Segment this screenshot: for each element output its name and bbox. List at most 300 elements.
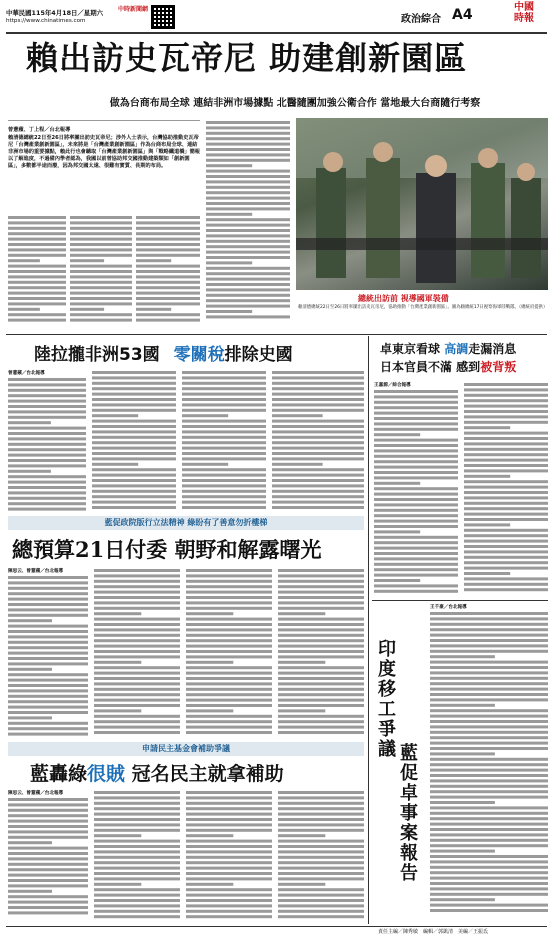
text-line (272, 436, 364, 439)
text-line (70, 227, 132, 230)
text-line (278, 677, 364, 680)
text-line (278, 612, 325, 615)
text-line (94, 704, 180, 707)
story5-h2a: 日本官員不滿 感到 (380, 360, 481, 374)
text-line (136, 313, 200, 316)
text-line (94, 623, 180, 626)
text-line (374, 460, 458, 463)
text-line (8, 486, 86, 489)
text-line (374, 401, 458, 404)
text-line (8, 470, 51, 473)
story5-h1b: 高調 (444, 342, 469, 356)
text-line (70, 292, 132, 295)
text-line (464, 513, 548, 516)
text-line (206, 261, 252, 264)
lead-subhead: 做為台商布局全球 連結非洲市場據點 北醫隨團加強公衛合作 當地最大台商隨行考察 (109, 98, 481, 109)
text-line (206, 143, 290, 146)
text-line (8, 491, 86, 494)
text-line (272, 387, 364, 390)
text-line (92, 441, 176, 444)
text-line (92, 495, 176, 498)
text-line (92, 387, 176, 390)
text-line (206, 186, 290, 189)
text-line (374, 439, 458, 442)
story2-byline: 曾薏蘋／台北報導 (8, 371, 45, 376)
text-line (430, 796, 548, 799)
text-line (272, 398, 364, 401)
text-line (186, 894, 272, 897)
text-line (186, 861, 272, 864)
text-lines (8, 797, 88, 921)
text-line (70, 313, 132, 316)
text-line (464, 426, 510, 429)
text-line (8, 378, 86, 381)
text-line (272, 457, 364, 460)
text-line (464, 448, 548, 451)
text-line (70, 238, 132, 241)
text-line (278, 672, 364, 675)
text-line (8, 625, 88, 628)
text-line (136, 319, 200, 322)
text-line (374, 444, 458, 447)
small-logo (118, 6, 148, 26)
text-line (430, 693, 548, 696)
website-link[interactable]: https://www.chinatimes.com (6, 18, 86, 24)
text-line (464, 534, 548, 537)
text-line (374, 541, 458, 544)
text-line (430, 812, 548, 815)
text-line (94, 650, 180, 653)
text-line (186, 731, 272, 734)
text-line (8, 874, 88, 877)
text-line (186, 650, 272, 653)
text-line (430, 758, 548, 761)
text-line (186, 910, 272, 913)
text-line (94, 872, 180, 875)
text-line (206, 299, 290, 302)
text-line (182, 382, 266, 385)
lead-headline: 賴出訪史瓦帝尼 助建創新園區 (26, 39, 468, 77)
text-line (272, 420, 364, 423)
text-line (94, 715, 180, 718)
text-line (374, 476, 458, 479)
text-line (186, 569, 272, 572)
text-line (272, 447, 364, 450)
text-line (278, 829, 364, 832)
story4-col-4 (278, 790, 364, 921)
text-line (94, 834, 141, 837)
story3-byline: 陳思云、曾薏蘋／台北報導 (8, 569, 64, 574)
text-line (430, 617, 548, 620)
text-line (8, 232, 66, 235)
lead-body-col-3 (136, 215, 200, 325)
text-line (8, 313, 66, 316)
text-line (94, 829, 180, 832)
text-line (374, 547, 458, 550)
text-line (186, 867, 272, 870)
text-line (94, 915, 180, 918)
text-line (430, 887, 548, 890)
text-line (430, 877, 548, 880)
text-line (8, 248, 66, 251)
text-line (278, 802, 364, 805)
story4-kicker: 申請民主基金會補助爭議 (8, 742, 364, 756)
text-line (8, 475, 86, 478)
text-line (92, 398, 176, 401)
text-line (374, 390, 458, 393)
text-line (278, 709, 325, 712)
text-line (186, 628, 272, 631)
text-line (182, 506, 266, 509)
text-line (8, 716, 52, 719)
text-line (278, 650, 364, 653)
text-line (430, 882, 548, 885)
text-line (182, 398, 266, 401)
text-line (70, 286, 132, 289)
text-line (464, 383, 548, 386)
text-line (8, 641, 88, 644)
story4-headline-b: 很賊 (87, 763, 126, 785)
text-line (206, 278, 290, 281)
text-line (8, 836, 88, 839)
text-line (8, 502, 86, 505)
text-line (94, 807, 180, 810)
story2-headline-a: 陸拉攏非洲53國 (34, 345, 160, 365)
text-line (94, 726, 180, 729)
text-line (278, 818, 364, 821)
text-line (182, 463, 228, 466)
story3-col-1 (8, 575, 88, 739)
text-line (186, 877, 272, 880)
text-line (8, 901, 88, 904)
text-line (8, 448, 86, 451)
text-line (94, 618, 180, 621)
text-line (8, 297, 66, 300)
text-line (430, 742, 548, 745)
text-line (8, 614, 88, 617)
text-line (136, 275, 200, 278)
text-lines (430, 611, 548, 917)
text-line (278, 867, 364, 870)
lead-body-col-1 (8, 215, 66, 325)
text-line (186, 791, 272, 794)
text-line (186, 585, 272, 588)
text-line (464, 388, 548, 391)
text-line (430, 698, 548, 701)
text-line (430, 682, 548, 685)
text-line (136, 292, 200, 295)
text-line (182, 495, 266, 498)
text-line (182, 387, 266, 390)
text-line (464, 561, 548, 564)
text-line (136, 265, 200, 268)
text-line (464, 421, 548, 424)
text-line (186, 899, 272, 902)
text-line (430, 779, 548, 782)
text-line (8, 221, 66, 224)
text-line (8, 657, 88, 660)
text-line (8, 216, 66, 219)
text-line (206, 202, 290, 205)
text-line (430, 898, 495, 901)
text-line (464, 567, 548, 570)
text-line (136, 259, 171, 262)
text-line (206, 170, 290, 173)
text-line (8, 890, 52, 893)
text-line (136, 308, 171, 311)
text-line (430, 860, 548, 863)
text-line (374, 530, 420, 533)
text-lines (136, 215, 200, 325)
text-line (278, 618, 364, 621)
text-line (206, 240, 290, 243)
text-line (182, 376, 266, 379)
text-line (186, 661, 233, 664)
text-line (186, 699, 272, 702)
text-line (272, 382, 364, 385)
text-line (136, 270, 200, 273)
text-line (272, 501, 364, 504)
text-line (430, 866, 548, 869)
text-line (464, 415, 548, 418)
text-line (464, 502, 548, 505)
story2-col-1 (8, 377, 86, 512)
text-line (70, 297, 132, 300)
text-line (278, 655, 364, 658)
text-lines (182, 370, 266, 512)
text-line (8, 265, 66, 268)
text-line (186, 634, 272, 637)
text-line (186, 850, 272, 853)
text-line (374, 482, 420, 485)
text-line (8, 868, 88, 871)
text-line (8, 576, 88, 579)
text-lines (374, 389, 458, 597)
soldiers-photo-icon (296, 118, 548, 290)
text-line (278, 731, 364, 734)
text-line (70, 243, 132, 246)
text-line (94, 883, 141, 886)
text-line (206, 294, 290, 297)
text-line (464, 394, 548, 397)
text-line (8, 825, 88, 828)
text-line (94, 731, 180, 734)
text-line (94, 904, 180, 907)
text-line (186, 813, 272, 816)
text-line (278, 693, 364, 696)
text-line (92, 501, 176, 504)
text-line (70, 275, 132, 278)
text-line (8, 727, 88, 730)
text-line (464, 550, 548, 553)
text-line (278, 634, 364, 637)
text-line (92, 371, 176, 374)
text-line (464, 518, 548, 521)
text-line (272, 495, 364, 498)
text-line (186, 688, 272, 691)
text-line (8, 259, 40, 262)
text-line (92, 474, 176, 477)
text-line (8, 598, 88, 601)
text-line (186, 823, 272, 826)
text-line (186, 682, 272, 685)
text-line (8, 830, 88, 833)
text-line (94, 580, 180, 583)
text-line (206, 224, 290, 227)
text-line (374, 498, 458, 501)
text-line (186, 709, 233, 712)
text-line (8, 684, 88, 687)
text-line (430, 769, 548, 772)
story4-byline: 陳思云、曾薏蘋／台北報導 (8, 791, 64, 796)
text-line (464, 464, 548, 467)
text-lines (70, 215, 132, 325)
text-line (278, 645, 364, 648)
text-line (278, 720, 364, 723)
text-line (206, 132, 290, 135)
text-line (374, 406, 458, 409)
text-line (430, 904, 548, 907)
text-line (430, 655, 495, 658)
text-line (206, 234, 290, 237)
text-line (278, 840, 364, 843)
text-line (186, 666, 272, 669)
text-line (374, 563, 458, 566)
text-line (94, 867, 180, 870)
text-line (374, 487, 458, 490)
text-line (92, 436, 176, 439)
story4-col-3 (186, 790, 272, 921)
text-line (430, 731, 548, 734)
text-line (278, 715, 364, 718)
text-line (278, 856, 364, 859)
text-line (272, 441, 364, 444)
story2-col-3 (182, 370, 266, 512)
text-line (430, 715, 548, 718)
text-line (92, 393, 176, 396)
text-line (430, 785, 548, 788)
text-line (206, 283, 290, 286)
text-line (186, 574, 272, 577)
text-line (278, 688, 364, 691)
text-line (272, 474, 364, 477)
text-line (8, 238, 66, 241)
story5-headline-line1 (380, 340, 548, 358)
text-line (92, 506, 176, 509)
text-line (186, 888, 272, 891)
text-line (94, 666, 180, 669)
text-line (464, 459, 548, 462)
text-line (94, 840, 180, 843)
text-line (278, 585, 364, 588)
text-line (430, 736, 548, 739)
text-line (8, 603, 88, 606)
story3-kicker: 藍促政院版行立法精神 綠盼有了善意勿折樓梯 (8, 516, 364, 530)
story5-h2b: 被背叛 (480, 360, 517, 374)
text-line (430, 828, 548, 831)
text-line (186, 580, 272, 583)
text-line (8, 405, 86, 408)
text-line (8, 895, 88, 898)
text-line (182, 430, 266, 433)
text-line (8, 662, 88, 665)
text-line (8, 711, 88, 714)
text-line (70, 265, 132, 268)
text-line (8, 857, 88, 860)
text-line (272, 468, 364, 471)
text-line (374, 466, 458, 469)
story4-headline-a: 藍轟綠 (30, 763, 88, 785)
text-line (136, 281, 200, 284)
text-line (8, 394, 86, 397)
text-line (186, 856, 272, 859)
text-line (186, 618, 272, 621)
text-line (136, 221, 200, 224)
text-line (206, 305, 290, 308)
text-line (374, 422, 458, 425)
text-line (94, 796, 180, 799)
text-line (430, 823, 548, 826)
text-line (206, 191, 290, 194)
text-line (186, 796, 272, 799)
photo-caption-title: 總統出訪前 視導國軍裝備 (358, 294, 449, 303)
text-line (278, 894, 364, 897)
text-line (8, 852, 88, 855)
text-line (8, 254, 66, 257)
text-line (430, 763, 548, 766)
text-line (430, 752, 495, 755)
text-line (186, 818, 272, 821)
text-line (278, 596, 364, 599)
text-line (92, 382, 176, 385)
lead-byline: 曾薏蘋、丁上程／台北報導 (8, 127, 71, 133)
text-line (182, 393, 266, 396)
text-line (8, 581, 88, 584)
text-line (272, 425, 364, 428)
text-line (136, 238, 200, 241)
text-line (8, 652, 88, 655)
text-line (430, 909, 548, 912)
text-line (8, 722, 88, 725)
text-line (8, 646, 88, 649)
text-line (186, 612, 233, 615)
text-line (70, 221, 132, 224)
text-line (206, 272, 290, 275)
text-line (8, 841, 52, 844)
story4-headline (30, 759, 364, 786)
text-line (8, 302, 66, 305)
lead-body-col-4 (206, 120, 290, 325)
text-line (464, 491, 548, 494)
text-line (186, 596, 272, 599)
text-line (136, 216, 200, 219)
text-line (70, 281, 132, 284)
text-line (182, 452, 266, 455)
text-line (94, 591, 180, 594)
text-line (136, 232, 200, 235)
text-line (464, 410, 548, 413)
text-line (430, 661, 548, 664)
text-line (206, 137, 290, 140)
text-line (374, 584, 458, 587)
text-line (278, 580, 364, 583)
text-line (272, 409, 364, 412)
text-line (278, 791, 364, 794)
text-line (374, 433, 420, 436)
text-line (278, 823, 364, 826)
text-line (186, 715, 272, 718)
story2-headline (34, 340, 364, 365)
